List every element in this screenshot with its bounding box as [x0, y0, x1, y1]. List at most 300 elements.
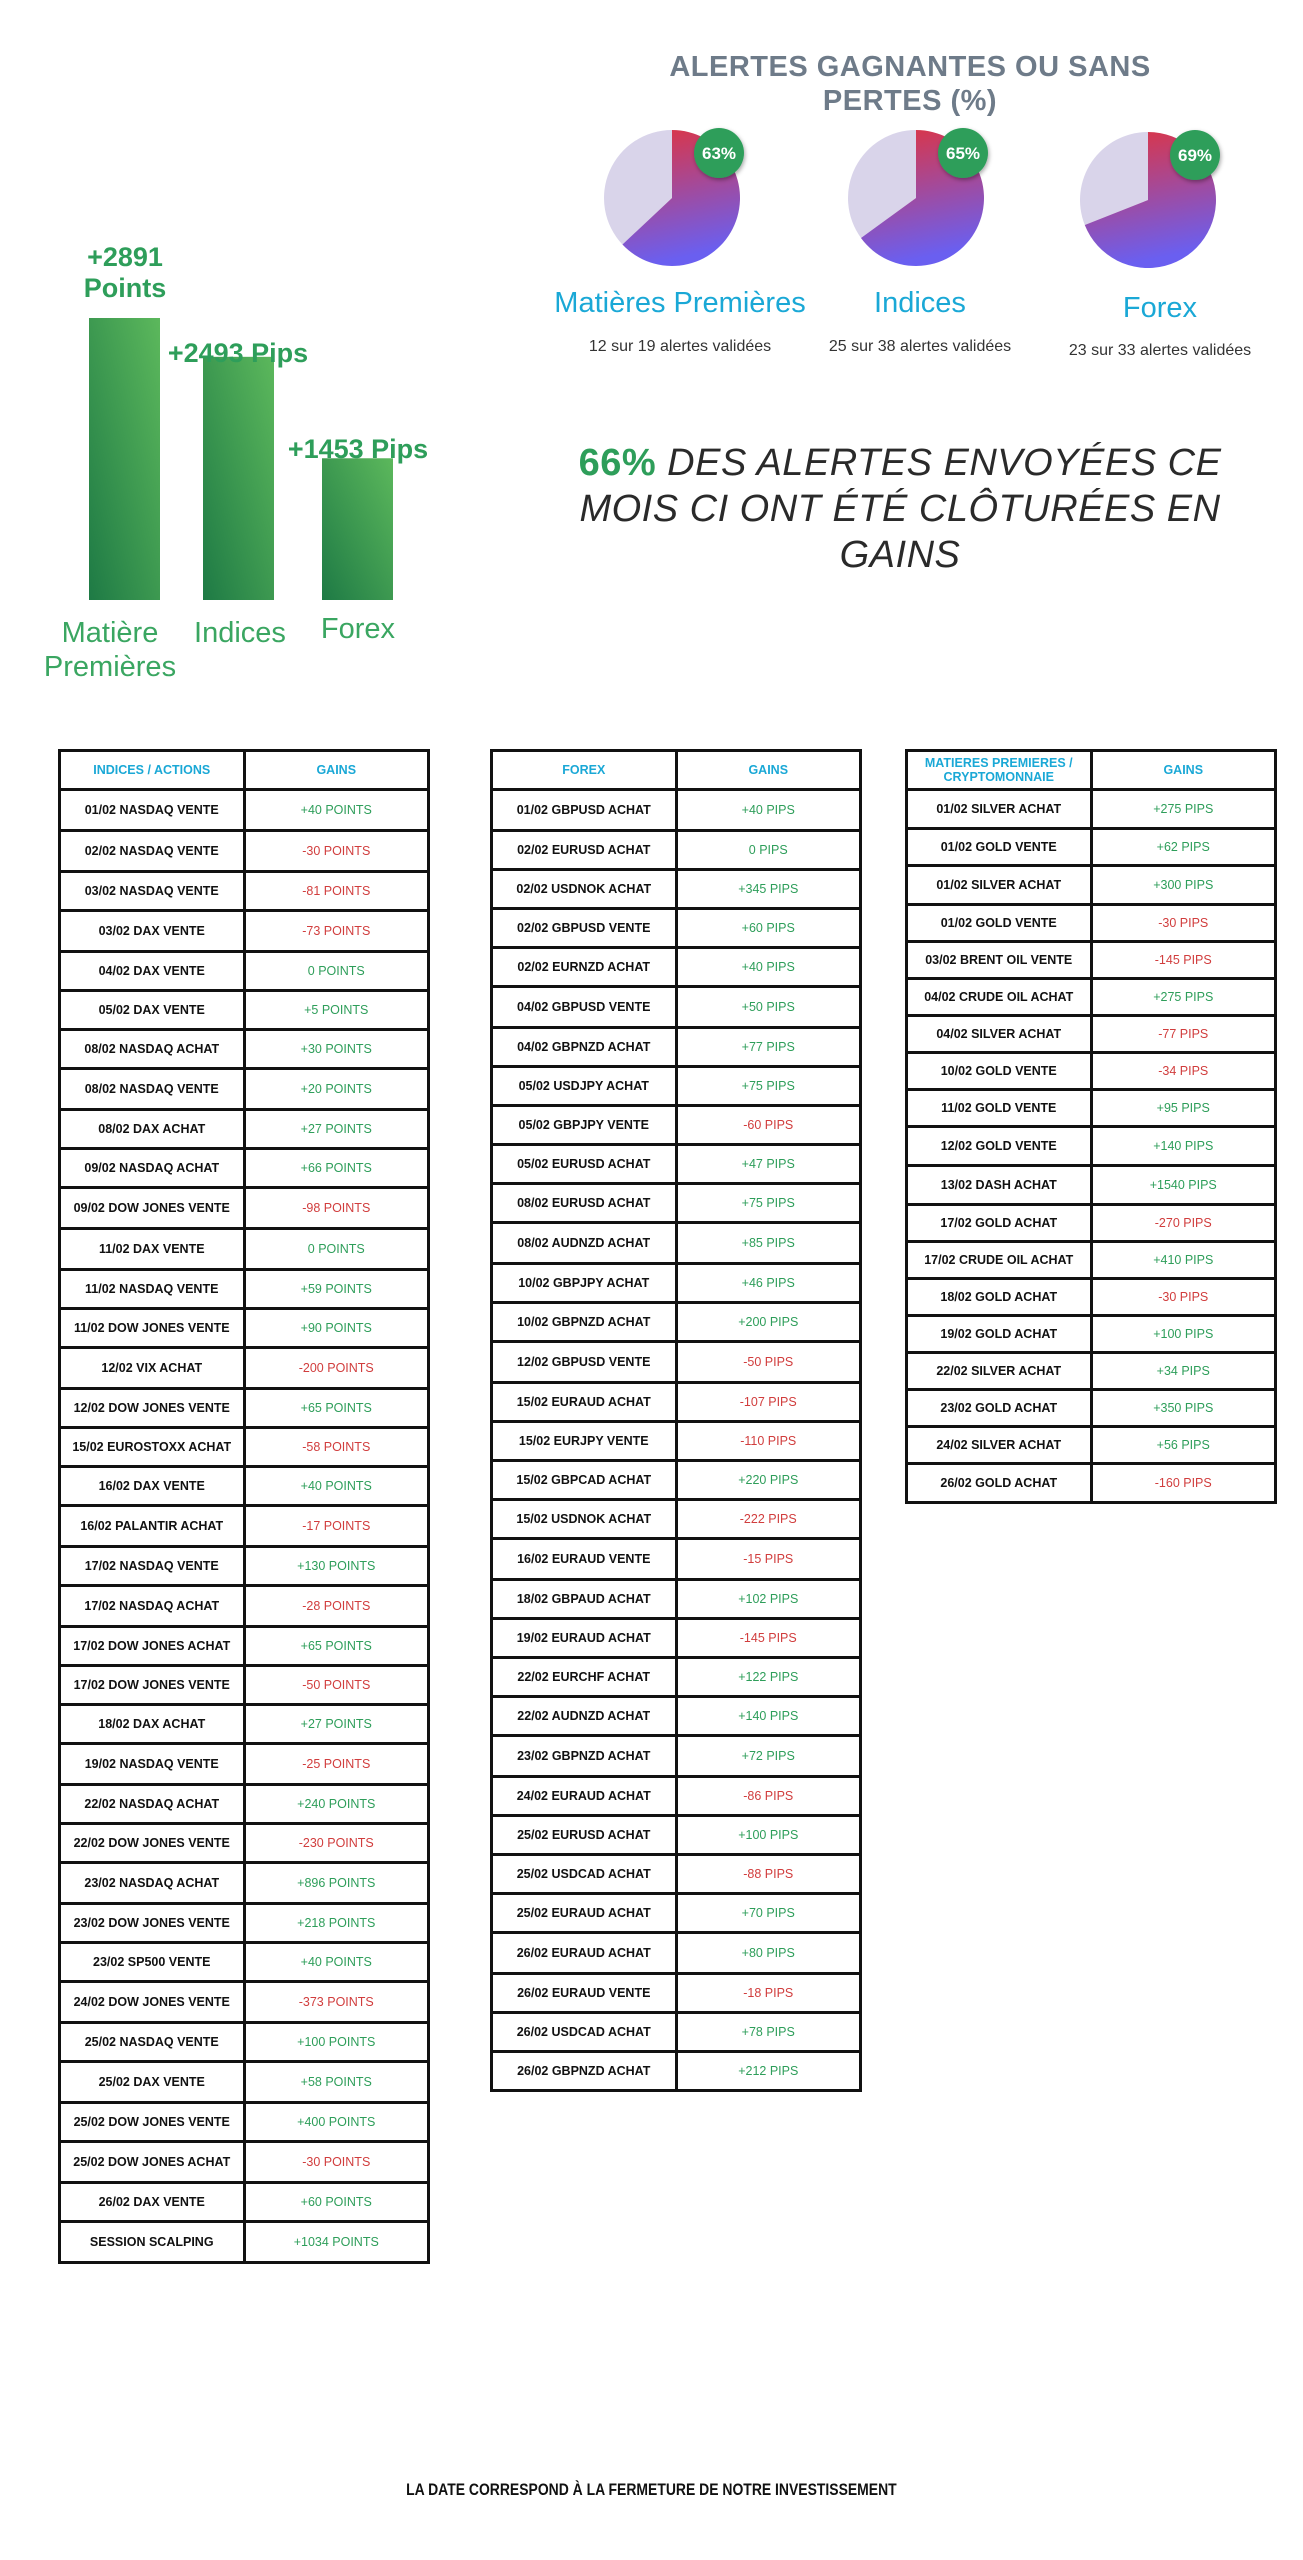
- trade-gain-cell: +72 PIPS: [676, 1736, 861, 1777]
- trade-name-cell: 01/02 GBPUSD ACHAT: [492, 790, 677, 831]
- trade-name-cell: 16/02 PALANTIR ACHAT: [60, 1506, 245, 1547]
- pie-percent-label: 63%: [701, 144, 737, 163]
- trade-name-cell: 23/02 GBPNZD ACHAT: [492, 1736, 677, 1777]
- trade-gain-cell: -30 POINTS: [244, 831, 429, 872]
- footer-note: LA DATE CORRESPOND À LA FERMETURE DE NOTRE INVESTISSEMENT: [406, 2480, 897, 2499]
- trade-name-cell: 11/02 DAX VENTE: [60, 1229, 245, 1270]
- trade-gain-cell: -110 PIPS: [676, 1422, 861, 1461]
- trade-name-cell: 05/02 EURUSD ACHAT: [492, 1145, 677, 1184]
- trade-gain-cell: +47 PIPS: [676, 1145, 861, 1184]
- column-header-instrument: MATIERES PREMIERES / CRYPTOMONNAIE: [907, 751, 1092, 790]
- trade-gain-cell: +75 PIPS: [676, 1067, 861, 1106]
- trade-gain-cell: +50 PIPS: [676, 987, 861, 1028]
- table-row: [60, 1149, 429, 1188]
- table-row: [60, 1389, 429, 1428]
- trade-gain-cell: -222 PIPS: [676, 1500, 861, 1539]
- trade-gain-cell: +212 PIPS: [676, 2052, 861, 2091]
- trade-name-cell: SESSION SCALPING: [60, 2222, 245, 2263]
- trade-name-cell: 01/02 GOLD VENTE: [907, 905, 1092, 942]
- table-row: [60, 790, 429, 831]
- table-row: [492, 1933, 861, 1974]
- trade-name-cell: 12/02 GBPUSD VENTE: [492, 1342, 677, 1383]
- trade-gain-cell: +60 PIPS: [676, 909, 861, 948]
- trade-name-cell: 04/02 SILVER ACHAT: [907, 1016, 1092, 1053]
- table-row: [907, 1464, 1276, 1503]
- trade-name-cell: 22/02 SILVER ACHAT: [907, 1353, 1092, 1390]
- table-row: [60, 2142, 429, 2183]
- trade-name-cell: 04/02 GBPUSD VENTE: [492, 987, 677, 1028]
- trade-name-cell: 16/02 DAX VENTE: [60, 1467, 245, 1506]
- column-header-gains: GAINS: [1091, 751, 1276, 790]
- trade-name-cell: 15/02 EURAUD ACHAT: [492, 1383, 677, 1422]
- trade-name-cell: 08/02 EURUSD ACHAT: [492, 1184, 677, 1223]
- trade-gain-cell: +34 PIPS: [1091, 1353, 1276, 1390]
- trade-name-cell: 26/02 EURAUD VENTE: [492, 1974, 677, 2013]
- pie-subtitle-forex: 23 sur 33 alertes validées: [1068, 342, 1252, 359]
- trade-name-cell: 18/02 DAX ACHAT: [60, 1705, 245, 1744]
- trade-name-cell: 23/02 DOW JONES VENTE: [60, 1904, 245, 1943]
- trade-gain-cell: -81 POINTS: [244, 872, 429, 911]
- trade-gain-cell: +70 PIPS: [676, 1894, 861, 1933]
- trade-gain-cell: +90 POINTS: [244, 1309, 429, 1348]
- table-row: [492, 1342, 861, 1383]
- trade-gain-cell: +85 PIPS: [676, 1223, 861, 1264]
- table-row: [60, 1904, 429, 1943]
- trade-name-cell: 23/02 NASDAQ ACHAT: [60, 1863, 245, 1904]
- table-row: [907, 1205, 1276, 1242]
- trade-name-cell: 23/02 GOLD ACHAT: [907, 1390, 1092, 1427]
- table-row: [60, 1785, 429, 1824]
- table-header-row: [907, 751, 1276, 790]
- table-row: [907, 942, 1276, 979]
- table-row: [492, 1777, 861, 1816]
- pie-percent-label: 65%: [945, 144, 981, 163]
- table-row: [907, 1016, 1276, 1053]
- trade-gain-cell: +40 POINTS: [244, 790, 429, 831]
- table-row: [60, 1982, 429, 2023]
- trade-name-cell: 23/02 SP500 VENTE: [60, 1943, 245, 1982]
- table-row: [492, 1145, 861, 1184]
- trade-name-cell: 01/02 SILVER ACHAT: [907, 866, 1092, 905]
- table-row: [60, 1863, 429, 1904]
- trade-name-cell: 09/02 NASDAQ ACHAT: [60, 1149, 245, 1188]
- table-row: [907, 1242, 1276, 1279]
- table-row: [60, 1586, 429, 1627]
- table-row: [492, 1223, 861, 1264]
- trade-gain-cell: -73 POINTS: [244, 911, 429, 952]
- table-row: [492, 1106, 861, 1145]
- table-row: [492, 1184, 861, 1223]
- trade-name-cell: 17/02 NASDAQ VENTE: [60, 1547, 245, 1586]
- table-row: [60, 1270, 429, 1309]
- trade-name-cell: 25/02 DAX VENTE: [60, 2062, 245, 2103]
- table-row: [492, 870, 861, 909]
- trade-gain-cell: +80 PIPS: [676, 1933, 861, 1974]
- trade-gain-cell: +1034 POINTS: [244, 2222, 429, 2263]
- trade-gain-cell: -88 PIPS: [676, 1855, 861, 1894]
- trade-gain-cell: -50 POINTS: [244, 1666, 429, 1705]
- trade-gain-cell: +1540 PIPS: [1091, 1166, 1276, 1205]
- trade-name-cell: 08/02 NASDAQ VENTE: [60, 1069, 245, 1110]
- table-row: [492, 1028, 861, 1067]
- trade-gain-cell: +220 PIPS: [676, 1461, 861, 1500]
- trade-name-cell: 25/02 NASDAQ VENTE: [60, 2023, 245, 2062]
- trade-name-cell: 11/02 DOW JONES VENTE: [60, 1309, 245, 1348]
- table-row: [492, 1539, 861, 1580]
- trade-name-cell: 17/02 DOW JONES ACHAT: [60, 1627, 245, 1666]
- table-row: [907, 1353, 1276, 1390]
- trade-name-cell: 02/02 EURNZD ACHAT: [492, 948, 677, 987]
- bar-value-matieres: +2891 Points: [83, 242, 167, 303]
- table-row: [60, 1348, 429, 1389]
- table-row: [907, 1127, 1276, 1166]
- trade-gain-cell: +30 POINTS: [244, 1030, 429, 1069]
- table-row: [492, 1580, 861, 1619]
- table-row: [492, 1658, 861, 1697]
- trade-gain-cell: +40 PIPS: [676, 790, 861, 831]
- trade-name-cell: 24/02 SILVER ACHAT: [907, 1427, 1092, 1464]
- table-row: [60, 831, 429, 872]
- table-row: [492, 1736, 861, 1777]
- trade-name-cell: 18/02 GOLD ACHAT: [907, 1279, 1092, 1316]
- table-row: [907, 1166, 1276, 1205]
- table-row: [492, 2013, 861, 2052]
- table-row: [492, 1974, 861, 2013]
- trade-gain-cell: -30 POINTS: [244, 2142, 429, 2183]
- trade-gain-cell: -50 PIPS: [676, 1342, 861, 1383]
- trade-name-cell: 22/02 AUDNZD ACHAT: [492, 1697, 677, 1736]
- table-row: [907, 1316, 1276, 1353]
- trade-name-cell: 11/02 NASDAQ VENTE: [60, 1270, 245, 1309]
- bar-1: [203, 357, 274, 600]
- trade-gain-cell: -86 PIPS: [676, 1777, 861, 1816]
- trade-gain-cell: +100 PIPS: [676, 1816, 861, 1855]
- table-row: [492, 1067, 861, 1106]
- trade-name-cell: 09/02 DOW JONES VENTE: [60, 1188, 245, 1229]
- table-row: [492, 1461, 861, 1500]
- trade-gain-cell: -18 PIPS: [676, 1974, 861, 2013]
- trade-name-cell: 10/02 GBPNZD ACHAT: [492, 1303, 677, 1342]
- table-row: [907, 1390, 1276, 1427]
- bar-label-indices: Indices: [194, 617, 286, 649]
- table-row: [60, 952, 429, 991]
- table-row: [60, 1428, 429, 1467]
- table-row: [60, 2023, 429, 2062]
- table-row: [907, 1053, 1276, 1090]
- table-row: [492, 790, 861, 831]
- trade-gain-cell: -60 PIPS: [676, 1106, 861, 1145]
- pie-percent-label: 69%: [1177, 146, 1213, 165]
- table-row: [492, 909, 861, 948]
- bar-0: [89, 318, 160, 600]
- trade-gain-cell: +100 POINTS: [244, 2023, 429, 2062]
- trade-gain-cell: 0 PIPS: [676, 831, 861, 870]
- trade-gain-cell: 0 POINTS: [244, 952, 429, 991]
- trade-gain-cell: -145 PIPS: [1091, 942, 1276, 979]
- table-row: [60, 1467, 429, 1506]
- table-row: [60, 911, 429, 952]
- trade-name-cell: 12/02 GOLD VENTE: [907, 1127, 1092, 1166]
- bar-value-indices: +2493 Pips: [167, 338, 309, 368]
- trade-name-cell: 10/02 GBPJPY ACHAT: [492, 1264, 677, 1303]
- trade-name-cell: 10/02 GOLD VENTE: [907, 1053, 1092, 1090]
- table-row: [60, 2183, 429, 2222]
- trade-gain-cell: -34 PIPS: [1091, 1053, 1276, 1090]
- trade-name-cell: 05/02 DAX VENTE: [60, 991, 245, 1030]
- trade-name-cell: 17/02 GOLD ACHAT: [907, 1205, 1092, 1242]
- table-row: [492, 1855, 861, 1894]
- trade-gain-cell: +59 POINTS: [244, 1270, 429, 1309]
- table-row: [60, 1705, 429, 1744]
- table-row: [907, 979, 1276, 1016]
- trade-name-cell: 08/02 NASDAQ ACHAT: [60, 1030, 245, 1069]
- trade-name-cell: 01/02 SILVER ACHAT: [907, 790, 1092, 829]
- trade-name-cell: 25/02 EURAUD ACHAT: [492, 1894, 677, 1933]
- table-row: [60, 1110, 429, 1149]
- headline-percentage: 66%: [578, 442, 657, 484]
- trade-name-cell: 12/02 VIX ACHAT: [60, 1348, 245, 1389]
- table-row: [60, 1666, 429, 1705]
- trade-name-cell: 15/02 EUROSTOXX ACHAT: [60, 1428, 245, 1467]
- trade-name-cell: 05/02 GBPJPY VENTE: [492, 1106, 677, 1145]
- trade-gain-cell: +46 PIPS: [676, 1264, 861, 1303]
- trade-gain-cell: +5 POINTS: [244, 991, 429, 1030]
- commodities-table: [905, 749, 1277, 1504]
- trade-gain-cell: +58 POINTS: [244, 2062, 429, 2103]
- trade-gain-cell: -98 POINTS: [244, 1188, 429, 1229]
- trade-name-cell: 25/02 DOW JONES VENTE: [60, 2103, 245, 2142]
- bar-2: [322, 458, 393, 600]
- table-row: [60, 1188, 429, 1229]
- trade-name-cell: 19/02 GOLD ACHAT: [907, 1316, 1092, 1353]
- table-row: [907, 829, 1276, 866]
- trade-name-cell: 03/02 NASDAQ VENTE: [60, 872, 245, 911]
- trade-name-cell: 17/02 DOW JONES VENTE: [60, 1666, 245, 1705]
- trade-gain-cell: +218 POINTS: [244, 1904, 429, 1943]
- table-header-row: [60, 751, 429, 790]
- table-row: [492, 1264, 861, 1303]
- trade-gain-cell: +130 POINTS: [244, 1547, 429, 1586]
- bar-label-matieres: Matière Premières: [43, 617, 177, 683]
- trade-gain-cell: -77 PIPS: [1091, 1016, 1276, 1053]
- table-row: [907, 866, 1276, 905]
- indices-table: [58, 749, 430, 2264]
- trade-name-cell: 02/02 NASDAQ VENTE: [60, 831, 245, 872]
- table-row: [907, 1279, 1276, 1316]
- trade-gain-cell: +20 POINTS: [244, 1069, 429, 1110]
- column-header-instrument: INDICES / ACTIONS: [60, 751, 245, 790]
- trade-name-cell: 15/02 USDNOK ACHAT: [492, 1500, 677, 1539]
- trade-gain-cell: +40 POINTS: [244, 1467, 429, 1506]
- trade-gain-cell: +56 PIPS: [1091, 1427, 1276, 1464]
- table-row: [60, 1744, 429, 1785]
- table-row: [60, 2103, 429, 2142]
- table-row: [492, 2052, 861, 2091]
- table-row: [60, 1547, 429, 1586]
- trade-name-cell: 02/02 GBPUSD VENTE: [492, 909, 677, 948]
- trade-name-cell: 04/02 GBPNZD ACHAT: [492, 1028, 677, 1067]
- table-row: [60, 1627, 429, 1666]
- trade-name-cell: 01/02 GOLD VENTE: [907, 829, 1092, 866]
- column-header-gains: GAINS: [244, 751, 429, 790]
- trade-gain-cell: +78 PIPS: [676, 2013, 861, 2052]
- trade-gain-cell: +140 PIPS: [1091, 1127, 1276, 1166]
- trade-name-cell: 03/02 DAX VENTE: [60, 911, 245, 952]
- pie-label-forex: Forex: [1122, 292, 1198, 324]
- table-row: [492, 948, 861, 987]
- trade-name-cell: 15/02 GBPCAD ACHAT: [492, 1461, 677, 1500]
- trade-gain-cell: -30 PIPS: [1091, 905, 1276, 942]
- trade-gain-cell: +275 PIPS: [1091, 790, 1276, 829]
- trade-name-cell: 22/02 EURCHF ACHAT: [492, 1658, 677, 1697]
- trade-gain-cell: -373 POINTS: [244, 1982, 429, 2023]
- table-row: [492, 1383, 861, 1422]
- table-row: [492, 1816, 861, 1855]
- table-row: [60, 1943, 429, 1982]
- trade-gain-cell: -107 PIPS: [676, 1383, 861, 1422]
- table-row: [492, 1422, 861, 1461]
- trade-gain-cell: +75 PIPS: [676, 1184, 861, 1223]
- trade-gain-cell: +60 POINTS: [244, 2183, 429, 2222]
- trade-gain-cell: +410 PIPS: [1091, 1242, 1276, 1279]
- table-row: [60, 872, 429, 911]
- trade-gain-cell: -30 PIPS: [1091, 1279, 1276, 1316]
- trade-gain-cell: -15 PIPS: [676, 1539, 861, 1580]
- pie-subtitle-indices: 25 sur 38 alertes validées: [828, 338, 1012, 355]
- trade-name-cell: 22/02 DOW JONES VENTE: [60, 1824, 245, 1863]
- trade-name-cell: 08/02 AUDNZD ACHAT: [492, 1223, 677, 1264]
- trade-name-cell: 04/02 CRUDE OIL ACHAT: [907, 979, 1092, 1016]
- table-row: [492, 1697, 861, 1736]
- trade-name-cell: 25/02 EURUSD ACHAT: [492, 1816, 677, 1855]
- trade-gain-cell: -25 POINTS: [244, 1744, 429, 1785]
- trade-name-cell: 19/02 EURAUD ACHAT: [492, 1619, 677, 1658]
- table-row: [60, 991, 429, 1030]
- trade-gain-cell: +102 PIPS: [676, 1580, 861, 1619]
- trade-gain-cell: -145 PIPS: [676, 1619, 861, 1658]
- trade-name-cell: 26/02 USDCAD ACHAT: [492, 2013, 677, 2052]
- trade-gain-cell: +300 PIPS: [1091, 866, 1276, 905]
- headline: [560, 440, 1240, 578]
- table-row: [60, 1506, 429, 1547]
- table-row: [492, 831, 861, 870]
- trade-gain-cell: +240 POINTS: [244, 1785, 429, 1824]
- trade-name-cell: 25/02 DOW JONES ACHAT: [60, 2142, 245, 2183]
- pie-section-title: ALERTES GAGNANTES OU SANS PERTES (%): [669, 51, 1151, 117]
- trade-name-cell: 11/02 GOLD VENTE: [907, 1090, 1092, 1127]
- trade-name-cell: 03/02 BRENT OIL VENTE: [907, 942, 1092, 979]
- trade-name-cell: 13/02 DASH ACHAT: [907, 1166, 1092, 1205]
- table-row: [60, 1030, 429, 1069]
- trade-name-cell: 17/02 NASDAQ ACHAT: [60, 1586, 245, 1627]
- trade-gain-cell: +350 PIPS: [1091, 1390, 1276, 1427]
- trade-gain-cell: +122 PIPS: [676, 1658, 861, 1697]
- trade-name-cell: 22/02 NASDAQ ACHAT: [60, 1785, 245, 1824]
- table-header-row: [492, 751, 861, 790]
- column-header-gains: GAINS: [676, 751, 861, 790]
- table-row: [492, 1894, 861, 1933]
- trade-gain-cell: +400 POINTS: [244, 2103, 429, 2142]
- trade-gain-cell: +27 POINTS: [244, 1705, 429, 1744]
- trade-gain-cell: +200 PIPS: [676, 1303, 861, 1342]
- trade-name-cell: 26/02 EURAUD ACHAT: [492, 1933, 677, 1974]
- trade-name-cell: 16/02 EURAUD VENTE: [492, 1539, 677, 1580]
- trade-name-cell: 01/02 NASDAQ VENTE: [60, 790, 245, 831]
- trade-name-cell: 24/02 EURAUD ACHAT: [492, 1777, 677, 1816]
- trade-gain-cell: +40 PIPS: [676, 948, 861, 987]
- trade-gain-cell: -230 POINTS: [244, 1824, 429, 1863]
- trade-gain-cell: +40 POINTS: [244, 1943, 429, 1982]
- trade-name-cell: 26/02 GOLD ACHAT: [907, 1464, 1092, 1503]
- trade-gain-cell: +66 POINTS: [244, 1149, 429, 1188]
- trade-name-cell: 15/02 EURJPY VENTE: [492, 1422, 677, 1461]
- trade-name-cell: 08/02 DAX ACHAT: [60, 1110, 245, 1149]
- trade-name-cell: 04/02 DAX VENTE: [60, 952, 245, 991]
- table-row: [60, 1229, 429, 1270]
- trade-name-cell: 12/02 DOW JONES VENTE: [60, 1389, 245, 1428]
- trade-gain-cell: +100 PIPS: [1091, 1316, 1276, 1353]
- trade-gain-cell: +62 PIPS: [1091, 829, 1276, 866]
- pie-subtitle-matieres: 12 sur 19 alertes validées: [588, 338, 772, 355]
- trade-gain-cell: -17 POINTS: [244, 1506, 429, 1547]
- trade-gain-cell: 0 POINTS: [244, 1229, 429, 1270]
- trade-name-cell: 19/02 NASDAQ VENTE: [60, 1744, 245, 1785]
- bar-value-forex: +1453 Pips: [287, 434, 429, 464]
- table-row: [60, 1824, 429, 1863]
- trade-name-cell: 25/02 USDCAD ACHAT: [492, 1855, 677, 1894]
- table-row: [60, 2062, 429, 2103]
- trade-name-cell: 24/02 DOW JONES VENTE: [60, 1982, 245, 2023]
- table-row: [907, 1090, 1276, 1127]
- trade-name-cell: 18/02 GBPAUD ACHAT: [492, 1580, 677, 1619]
- trade-gain-cell: -58 POINTS: [244, 1428, 429, 1467]
- table-row: [492, 987, 861, 1028]
- trade-gain-cell: +275 PIPS: [1091, 979, 1276, 1016]
- table-row: [60, 1309, 429, 1348]
- trade-gain-cell: -200 POINTS: [244, 1348, 429, 1389]
- table-row: [60, 2222, 429, 2263]
- pie-label-matieres: Matières Premières: [554, 287, 806, 319]
- pie-label-indices: Indices: [874, 287, 966, 319]
- trade-gain-cell: +77 PIPS: [676, 1028, 861, 1067]
- trade-gain-cell: +345 PIPS: [676, 870, 861, 909]
- table-row: [492, 1500, 861, 1539]
- trade-gain-cell: -28 POINTS: [244, 1586, 429, 1627]
- trade-gain-cell: +65 POINTS: [244, 1389, 429, 1428]
- table-row: [907, 790, 1276, 829]
- trade-name-cell: 17/02 CRUDE OIL ACHAT: [907, 1242, 1092, 1279]
- trade-gain-cell: -160 PIPS: [1091, 1464, 1276, 1503]
- column-header-instrument: FOREX: [492, 751, 677, 790]
- trade-gain-cell: +27 POINTS: [244, 1110, 429, 1149]
- trade-name-cell: 26/02 DAX VENTE: [60, 2183, 245, 2222]
- trade-name-cell: 02/02 EURUSD ACHAT: [492, 831, 677, 870]
- bar-label-forex: Forex: [320, 613, 396, 645]
- trade-gain-cell: -270 PIPS: [1091, 1205, 1276, 1242]
- table-row: [492, 1619, 861, 1658]
- forex-table: [490, 749, 862, 2092]
- trade-name-cell: 05/02 USDJPY ACHAT: [492, 1067, 677, 1106]
- trade-name-cell: 02/02 USDNOK ACHAT: [492, 870, 677, 909]
- headline-text: DES ALERTES ENVOYÉES CE MOIS CI ONT ÉTÉ CLÔTURÉES EN GAINS: [579, 442, 1222, 576]
- trade-gain-cell: +65 POINTS: [244, 1627, 429, 1666]
- table-row: [60, 1069, 429, 1110]
- trade-gain-cell: +896 POINTS: [244, 1863, 429, 1904]
- table-row: [907, 905, 1276, 942]
- table-row: [907, 1427, 1276, 1464]
- trade-gain-cell: +95 PIPS: [1091, 1090, 1276, 1127]
- trade-name-cell: 26/02 GBPNZD ACHAT: [492, 2052, 677, 2091]
